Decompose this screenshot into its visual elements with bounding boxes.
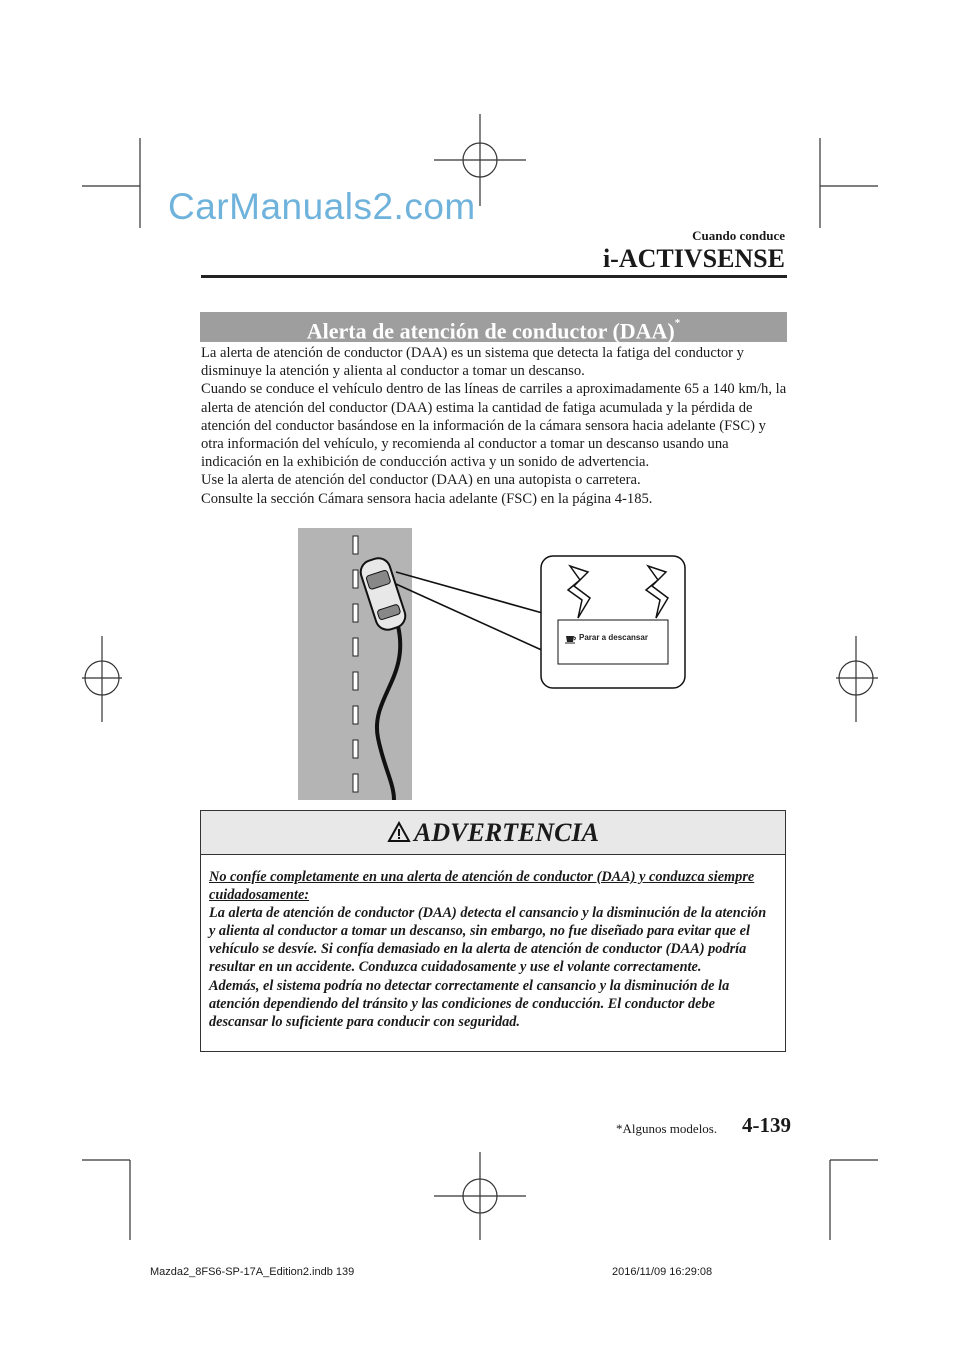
warning-body: [209, 868, 775, 1031]
display-callout: [541, 556, 685, 688]
section-header: Cuando conduce: [692, 228, 785, 243]
footnote-text: *Algunos modelos.: [616, 1121, 718, 1136]
warning-box: [200, 810, 786, 1052]
header-rule: [201, 275, 787, 278]
warning-lead: No confíe completamente en una alerta de atención de conductor (DAA) y conduzca siempre cuidadosamente:: [209, 869, 755, 904]
warning-header: [201, 811, 785, 855]
warning-triangle-icon: [387, 821, 411, 843]
warning-paragraph: Además, el sistema podría no detectar correctamente el cansancio y la disminución de la atención dependiendo del tránsito y las condiciones de conducción. El conductor debe descansar lo suficiente para conducir con seguridad.: [209, 977, 730, 1030]
body-paragraph: La alerta de atención de conductor (DAA) es un sistema que detecta la fatiga del conductor y disminuye la atención y alienta al conductor a tomar un descanso.: [201, 345, 744, 380]
body-paragraph-reference: Consulte la sección Cámara sensora hacia adelante (FSC) en la página 4-185.: [201, 490, 653, 507]
display-message: Parar a descansar: [579, 633, 648, 642]
warning-paragraph: La alerta de atención de conductor (DAA) detecta el cansancio y la disminución de la atención y alienta al conductor a tomar un descanso, sin embargo, no fue diseñado para evitar que el vehículo se desvíe. Si confía demasiado en la alerta de atención de conductor (DAA) podría resultar en un accidente. Conduzca cuidadosamente y use el volante correctamente.: [209, 905, 767, 976]
chapter-header: i-ACTIVSENSE: [602, 244, 785, 273]
warning-title: ADVERTENCIA: [414, 818, 599, 847]
body-paragraph: Cuando se conduce el vehículo dentro de las líneas de carriles a aproximadamente 65 a 140 km/h, la alerta de atención del conductor (DAA) estima la cantidad de fatiga acumulada y la pérdida de atención del conductor basándose en la información de la cámara sensora hacia adelante (FSC) y otra información del vehículo, y recomienda al conductor a tomar un descanso usando una indicación en la exhibición de conducción activa y un sonido de advertencia.: [201, 381, 787, 471]
watermark-logo[interactable]: CarManuals2.com: [168, 186, 476, 227]
footnote-mark: *: [674, 317, 681, 329]
imprint-file: Mazda2_8FS6-SP-17A_Edition2.indb 139: [150, 1266, 355, 1278]
body-paragraph: Use la alerta de atención del conductor (DAA) en una autopista o carretera.: [201, 472, 641, 489]
page-number: 4-139: [742, 1113, 791, 1137]
imprint-date: 2016/11/09 16:29:08: [612, 1266, 713, 1278]
section-title: [200, 312, 787, 342]
body-text: [201, 344, 791, 508]
daa-illustration: [298, 528, 688, 800]
section-title-text: Alerta de atención de conductor (DAA): [306, 318, 675, 344]
callout-lines: [396, 572, 546, 652]
road: [298, 528, 412, 800]
